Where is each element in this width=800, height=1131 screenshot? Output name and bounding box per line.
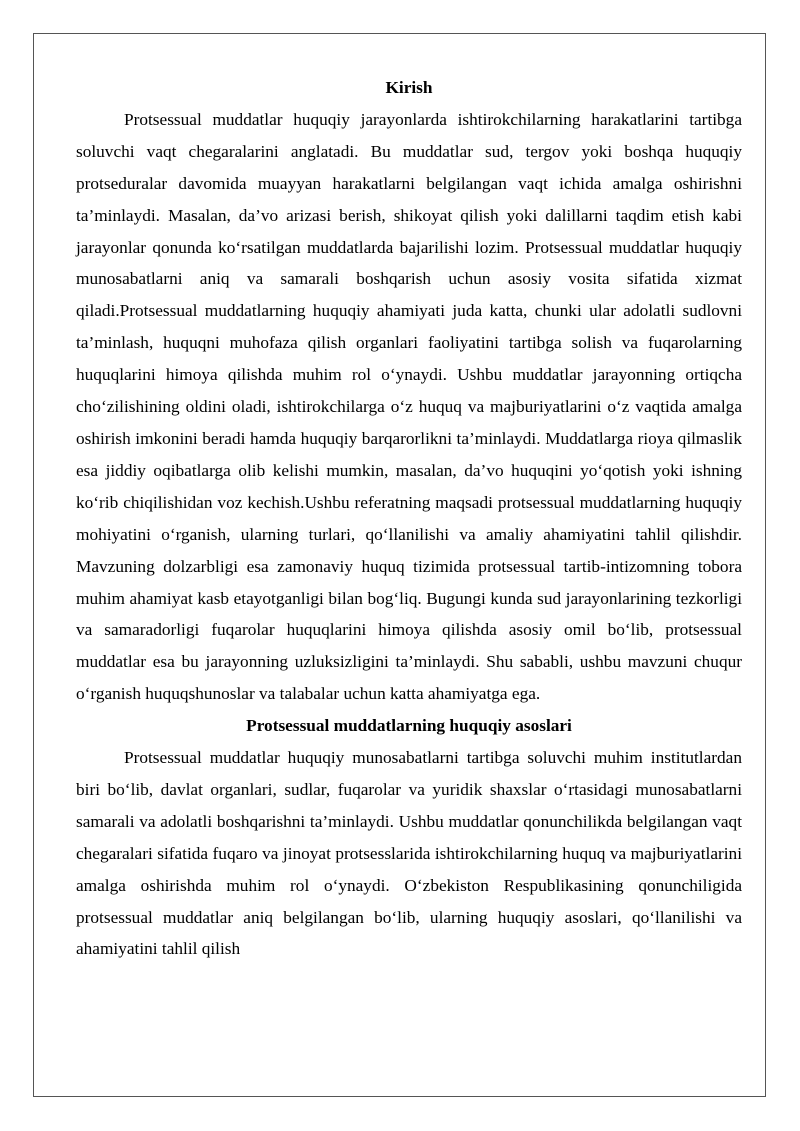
heading-introduction: Kirish [385, 78, 433, 97]
paragraph-introduction: Protsessual muddatlar huquqiy jarayonlarda ishtirokchilarning harakatlarini tartibga soluvchi vaqt chegaralarini anglatadi. Bu muddatlar sud, tergov yoki boshqa huquqiy protseduralar davomida muayyan harakatlarni belgilangan vaqt ichida amalga oshirishni ta’minlaydi. Masalan, da’vo arizasi berish, shikoyat qilish yoki dalillarni taqdim etish kabi jarayonlar qonunda ko‘rsatilgan muddatlarda bajarilishi lozim. Protsessual muddatlar huquqiy munosabatlarni aniq va samarali boshqarish uchun asosiy vosita sifatida xizmat qiladi.Protsessual muddatlarning huquqiy ahamiyati juda katta, chunki ular adolatli sudlovni ta’minlash, huquqni muhofaza qilish organlari faoliyatini tartibga solish va fuqarolarning huquqlarini himoya qilishda muhim rol o‘ynaydi. Ushbu muddatlar jarayonning ortiqcha cho‘zilishining oldini oladi, ishtirokchilarga o‘z huquq va majburiyatlarini o‘z vaqtida amalga oshirish imkonini beradi hamda huquqiy barqarorlikni ta’minlaydi. Muddatlarga rioya qilmaslik esa jiddiy oqibatlarga olib kelishi mumkin, masalan, da’vo huquqini yo‘qotish yoki ishning ko‘rib chiqilishidan voz kechish.Ushbu referatning maqsadi protsessual muddatlarning huquqiy mohiyatini o‘rganish, ularning turlari, qo‘llanilishi va amaliy ahamiyatini tahlil qilishdir. Mavzuning dolzarbligi esa zamonaviy huquq tizimida protsessual tartib-intizomning tobora muhim ahamiyat kasb etayotganligi bilan bog‘liq. Bugungi kunda sud jarayonlarining tezkorligi va samaradorligi fuqarolar huquqlarini himoya qilishda asosiy omil bo‘lib, protsessual muddatlar esa bu jarayonning uzluksizligini ta’minlaydi. Shu sababli, ushbu mavzuni chuqur o‘rganish huquqshunoslar va talabalar uchun katta ahamiyatga ega. [76, 109, 742, 704]
document-body [76, 72, 742, 965]
paragraph-legal-basis: Protsessual muddatlar huquqiy munosabatlarni tartibga soluvchi muhim institutlardan biri bo‘lib, davlat organlari, sudlar, fuqarolar va yuridik shaxslar o‘rtasidagi munosabatlarni samarali va adolatli boshqarishni ta’minlaydi. Ushbu muddatlar qonunchilikda belgilangan vaqt chegaralari sifatida fuqaro va jinoyat protsesslarida ishtirokchilarning huquq va majburiyatlarini amalga oshirishda muhim rol o‘ynaydi. O‘zbekiston Respublikasining qonunchiligida protsessual muddatlar aniq belgilangan bo‘lib, ularning huquqiy asoslari, qo‘llanilishi va ahamiyatini tahlil qilish [76, 748, 742, 959]
heading-legal-basis: Protsessual muddatlarning huquqiy asoslari [246, 716, 572, 736]
